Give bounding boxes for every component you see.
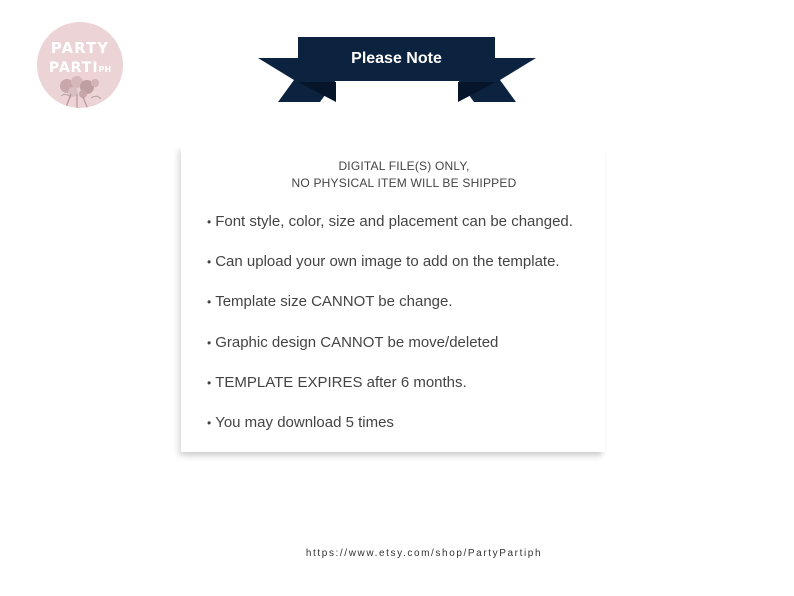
bullet-icon: • xyxy=(207,335,212,350)
note-item: • You may download 5 times xyxy=(207,413,394,431)
notes-list xyxy=(207,214,573,455)
shop-url: https://www.etsy.com/shop/PartyPartiph xyxy=(305,548,543,559)
note-item: • Font style, color, size and placement can be changed. xyxy=(207,213,573,230)
bullet-icon: • xyxy=(207,215,212,229)
disclaimer-line-1: DIGITAL FILE(S) ONLY, xyxy=(338,159,470,173)
bullet-icon: • xyxy=(207,295,212,310)
note-item: • Can upload your own image to add on the template. xyxy=(207,253,560,271)
note-item: • TEMPLATE EXPIRES after 6 months. xyxy=(207,373,467,391)
note-item: • Template size CANNOT be change. xyxy=(207,293,453,311)
flower-illustration-icon xyxy=(37,72,123,108)
digital-disclaimer xyxy=(181,158,627,192)
bullet-icon: • xyxy=(207,415,212,430)
bullet-icon: • xyxy=(207,375,212,390)
logo-line-1: PARTY xyxy=(50,39,110,57)
banner-title: Please Note xyxy=(351,50,442,67)
note-item: • Graphic design CANNOT be move/deleted xyxy=(207,333,499,351)
notes-card xyxy=(181,146,605,452)
disclaimer-line-2: NO PHYSICAL ITEM WILL BE SHIPPED xyxy=(291,176,517,190)
bullet-icon: • xyxy=(207,255,212,270)
shop-logo xyxy=(37,22,123,108)
logo-line-2: PARTIPH xyxy=(48,60,112,76)
